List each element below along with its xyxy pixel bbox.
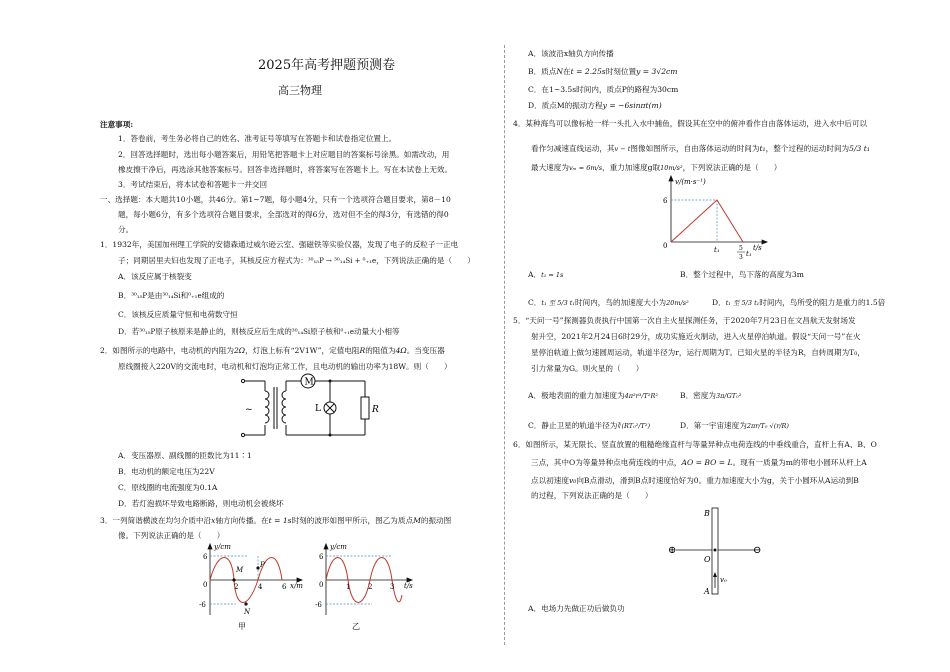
section1-line1: 一、选择题：本大题共10小题，共46分。第1~7题，每小题4分，只有一个选项符合题目要求，第8－10 [100,195,451,204]
q2-lamp: 2V1W [294,346,318,355]
q6-eq: AO = BO = L [681,458,733,467]
q1-equation: ³⁰₁₅P → ³⁰₁₄Si + ⁰₊₁e [307,257,377,265]
q5-stem-1: 5．“天问一号”探测器负责执行中国第一次自主火星探测任务，于2020年7月23日在文昌航天发射场发 [513,316,856,325]
q4-s2a: 看作匀减速直线运动，其 [531,144,615,153]
q4g-t1: t₁ [714,246,720,254]
q4-d-pre: D． [712,298,726,307]
q4-s2b: 图像如图所示，自由落体运动的时间为 [630,144,760,153]
notice-heading: 注意事项: [100,120,134,129]
q2-circuit-diagram [235,373,380,443]
q3a-label-p: P [260,561,265,569]
q1-d-post: 原子核和 [310,327,341,336]
q3-x: x [211,516,216,525]
q1-stem-2b: ，下列说法正确的是（ ） [376,256,475,265]
q3a-tick-4: 4 [258,583,263,591]
notice-item-3: 3．考试结束后，将本试卷和答题卡一并交回 [118,180,268,189]
q4-c-pre: C． [528,298,542,307]
q6-v0: v₀ [568,476,577,485]
q4-vm: vₘ = 6m/s [568,164,603,172]
q5-c-val: ∛(RT₀²/T²) [617,422,651,430]
q6-stem-3 [531,476,859,485]
q4-stem-2 [531,144,870,154]
q2-option-c [118,483,217,492]
q5-option-a [528,391,658,401]
q3-vibration-graph-yi [312,540,422,632]
q2-r2: 4Ω [395,346,407,355]
notice-item-2b: 橡皮擦干净后，再选涂其他答案标号。回答非选择题时，将答案写在答题卡上。写在本试卷上无效。 [118,165,453,174]
q4-g: 10m/s² [660,164,683,172]
q2-s2c: 。则（ ） [406,362,452,371]
q1-stem-2 [118,256,475,265]
q6-label-b: B [704,509,710,518]
q6-stem-4: 的过程，下列说法正确的是（ ） [531,491,653,500]
q5-b-pre: B．密度为 [680,391,716,400]
q4-frac: 5/3 t₁ [849,144,870,153]
q6-s3b: 向B点滑动，滑到B点时速度恰好为0。重力加速度大小为g，关于小圆环从A运动到B [576,476,859,485]
q5-c-pre: C．静止卫星的轨道半径为 [528,421,618,430]
q1-stem-2a: 子；同期居里夫妇也发现了正电子，其核反应方程式为： [118,256,308,265]
q4-s2c: ，整个过程的运动时间为 [765,144,850,153]
q3-d-eq: y = −6sinπt(m) [602,101,662,110]
q6-rod-diagram [660,502,770,598]
q4g-t2-sub: t₁ [746,250,752,258]
q6-stem-2 [531,458,867,467]
q6-stem-1: 6．如图所示，某无限长、竖直放置的粗糙绝缘直杆与等量异种点电荷连线的中垂线重合，直杆上有A、B、O [513,440,877,449]
q6-s3a: 点以初速度 [531,476,569,485]
section1-line3: 分。 [118,225,134,234]
q3-s1d: 的振动图 [420,516,452,525]
q1-b-and: 和 [180,291,189,300]
q3-s1c: 时刻的波形如图甲所示，图乙为质点 [291,516,414,525]
q2-s2a: 原线圈接入 [118,362,156,371]
q2-rsym: R [359,346,366,355]
q5-option-b [680,391,741,401]
q3-m: M [413,516,421,525]
q3-d-pre: D．质点M的振动方程 [528,101,603,110]
q4-s3a: 最大速度为 [531,163,569,172]
q5-option-c [528,421,650,431]
q4-option-c [528,298,689,308]
q3b-origin: 0 [319,581,324,589]
q3a-tick-2: 2 [234,583,239,591]
q1-b-e: ⁰₊₁e [188,292,202,300]
q2-c-val: 0.1A [199,483,218,492]
q1-stem-1: 1．1932年，美国加州理工学院的安德森通过威尔逊云室、强磁铁等实验仪器，发现了电子的反粒子一正电 [100,240,459,249]
q5-a-pre: A．极地表面的重力加速度为 [528,391,625,400]
q4-vt: v − t [614,145,631,153]
q6-label-v0: v₀ [720,576,727,584]
q1-b-pre: B． [118,291,132,300]
q4-t1: t₁ [759,144,766,153]
notice-item-2: 2．回答选择题时，选出每小题答案后，用铅笔把答题卡上对应题目的答案标号涂黑。如需改动，用 [118,150,450,159]
q3b-tick-1: 1 [346,583,351,591]
q1-d-pre: D．若 [118,327,140,336]
q3a-origin: 0 [203,581,208,589]
q1-d-mid: 原子核原来是静止的，则核反应后生成的 [155,327,292,336]
q2-s1d: 的阻值为 [365,346,396,355]
q3-option-c: C．在1~3.5s时间内，质点P的路程为30cm [528,85,679,94]
q2-resistor-label: R [372,405,379,415]
q3b-caption: 乙 [352,622,360,631]
q4-vt-graph [655,172,780,264]
q1-d-p: ³⁰₁₅P [139,328,156,336]
q1-b-p: ³⁰₁₅P [131,292,148,300]
q4-c-post: 时间内，鸟的加速度大小为 [575,298,667,307]
q2-stem-1 [100,346,445,355]
q4g-ylabel: v/(m·s⁻¹) [675,178,706,186]
q4-option-d [712,298,885,308]
q5-d-pre: D．第一宇宙速度为 [680,421,747,430]
q3a-ymin: -6 [199,601,206,609]
q1-d-si: ³⁰₁₄Si [291,328,311,336]
q4-stem-1: 4．某种海鸟可以像标枪一样一头扎入水中捕鱼，假设其在空中的俯冲看作自由落体运动，进入水中后可以 [513,119,868,128]
q2-s1e: 。当变压器 [406,346,445,355]
q4g-xlabel: t/s [753,244,762,252]
q3b-xlabel: t/s [404,582,413,590]
q3-wave-graph-jia [196,540,311,632]
q4-a-pre: A． [528,270,542,279]
q5-stem-4: 引力常量为G。则火星的（ ） [531,364,644,373]
q2-option-b [118,467,215,476]
q3a-label-m: M [236,566,244,574]
q2-b-pre: B．电动机的额定电压为 [118,467,200,476]
q6-positive-charge-icon: ⊕ [668,545,677,556]
q1-option-a: A．该反应属于核裂变 [118,272,192,281]
q3a-tick-6: 6 [282,583,287,591]
q3a-label-n: N [244,608,251,616]
q3-b-pre: B．质点 [528,67,557,76]
q3b-ylabel: y/cm [330,543,347,551]
q2-s1c: ”，定值电阻 [317,346,360,355]
q3b-ymax: 6 [319,553,324,561]
q2-v: 220V [155,362,176,371]
q1-b-si: ³⁰₁₄Si [162,292,181,300]
q4g-ymax: 6 [663,197,668,205]
q4-option-b: B．整个过程中，鸟下落的高度为3m [680,270,804,279]
q2-a-pre: A．变压器原、副线圈的匝数比为 [118,451,230,460]
q3-b-n: N [556,67,564,76]
q3a-caption: 甲 [238,622,246,631]
q1-option-b [118,291,224,300]
q4-c-val: 20m/s² [666,299,689,307]
q1-b-post: 组成的 [201,291,225,300]
q3-s1a: 3．一列简谐横波在均匀介质中沿 [100,516,212,525]
q3-b-eq: y = 3√2cm [636,67,678,76]
q4g-origin: 0 [663,242,668,250]
q4g-t2-num: 5 [739,245,743,252]
q2-stem-2 [118,362,452,371]
q1-option-d [118,327,400,336]
q6-label-a: A [704,587,710,596]
q3-b-t: t = 2.25s [570,67,606,76]
q4-option-a [528,270,563,280]
q6-option-a: A．电场力先做正功后做负功 [528,604,625,613]
q3-option-b [528,67,678,76]
q5-option-d [680,421,789,431]
q3-stem-1 [100,516,451,525]
q4-s3c: ，下列说法正确的是（ ） [682,163,782,172]
q5-d-val: 2πr/T₀ √(r/R) [746,422,789,430]
q2-option-a [118,451,252,460]
q3a-ylabel: y/cm [214,543,231,551]
q5-stem-2: 射升空，2021年2月24日6时29分，成功实施近火制动，进入火星停泊轨道。假设“天问一号”在火 [531,332,861,341]
q4-a-val: t₁ = 1s [541,271,564,279]
q2-source-symbol: ~ [245,405,253,415]
q1-d-end: 动量大小相等 [354,327,400,336]
q2-motor-label: M [304,377,314,388]
q2-r1: 2Ω [233,346,246,355]
q2-option-d: D．若灯泡损坏导致电路断路，则电动机会被烧坏 [118,499,284,508]
q2-c-pre: C．原线圈的电流强度为 [118,483,200,492]
q2-lamp-label: L [315,404,321,414]
q3-b-mid2: 时刻位置 [605,67,637,76]
q3b-tick-3: 3 [390,583,395,591]
notice-item-1: 1．答卷前，考生务必将自己的姓名、准考证号等填写在答题卡和试卷指定位置上。 [118,134,397,143]
q3-stem-2: 像。下列说法正确的是（ ） [118,531,225,540]
q1-option-c: C．该核反应质量守恒和电荷数守恒 [118,310,238,319]
page-title: 2025年高考押题预测卷 [258,58,396,73]
q1-b-mid: 是由 [147,291,163,300]
q4-s3b: ，重力加速度g取 [602,163,661,172]
q3-option-d [528,101,662,110]
q4-d-mid: t₁ 至 5/3 t₁ [725,299,760,307]
q3a-xlabel: x/m [290,582,303,590]
q5-b-val: 3π/GT₀² [715,392,742,400]
section1-line2: 题，每小题6分，有多个选项符合题目要求，全部选对的得6分，选对但不全的得3分，有选错的得0 [118,210,449,219]
q3-t: t = 1s [268,516,292,525]
q4-d-post: 时间内，鸟所受的阻力是重力的1.5倍 [759,298,886,307]
q3a-ymax: 6 [203,553,208,561]
q6-negative-charge-icon: ⊖ [753,545,762,556]
q4-c-mid: t₁ 至 5/3 t₁ [541,299,576,307]
q2-s2b: 的交流电时，电动机和灯泡均正常工作，且电动机的输出功率为 [175,362,389,371]
q2-b-val: 22V [199,467,215,476]
q4g-t2-den: 3 [739,254,743,261]
q2-a-val: 11∶1 [229,451,252,460]
q3-b-mid: 在 [563,67,571,76]
q5-a-val: 4π²r³/T²R² [624,392,658,400]
q2-s1b: ，灯泡上标有“ [245,346,295,355]
column-divider [504,45,505,645]
q3-s1b: 轴方向传播。在 [215,516,269,525]
q3-option-a: A．该波沿x轴负方向传播 [528,49,614,58]
q1-d-e: ⁰₊₁e [340,328,354,336]
q2-s1a: 2．如图所示的电路中，电动机的内阻为 [100,346,234,355]
q6-s2b: 。现有一质量为m的带电小圆环从杆上A [732,458,867,467]
q3b-ymin: -6 [315,601,322,609]
q5-stem-3: 星停泊轨道上做匀速圆周运动，轨道半径为r，运行周期为T。已知火星的半径为R，自转周期为T₀， [531,348,865,357]
q2-p: 18W [388,362,407,371]
q6-label-o: O [704,555,711,564]
q6-s2a: 三点，其中O为等量异种点电荷连线的中点， [531,458,682,467]
page-subtitle: 高三物理 [278,84,322,97]
q3b-tick-2: 2 [368,583,373,591]
